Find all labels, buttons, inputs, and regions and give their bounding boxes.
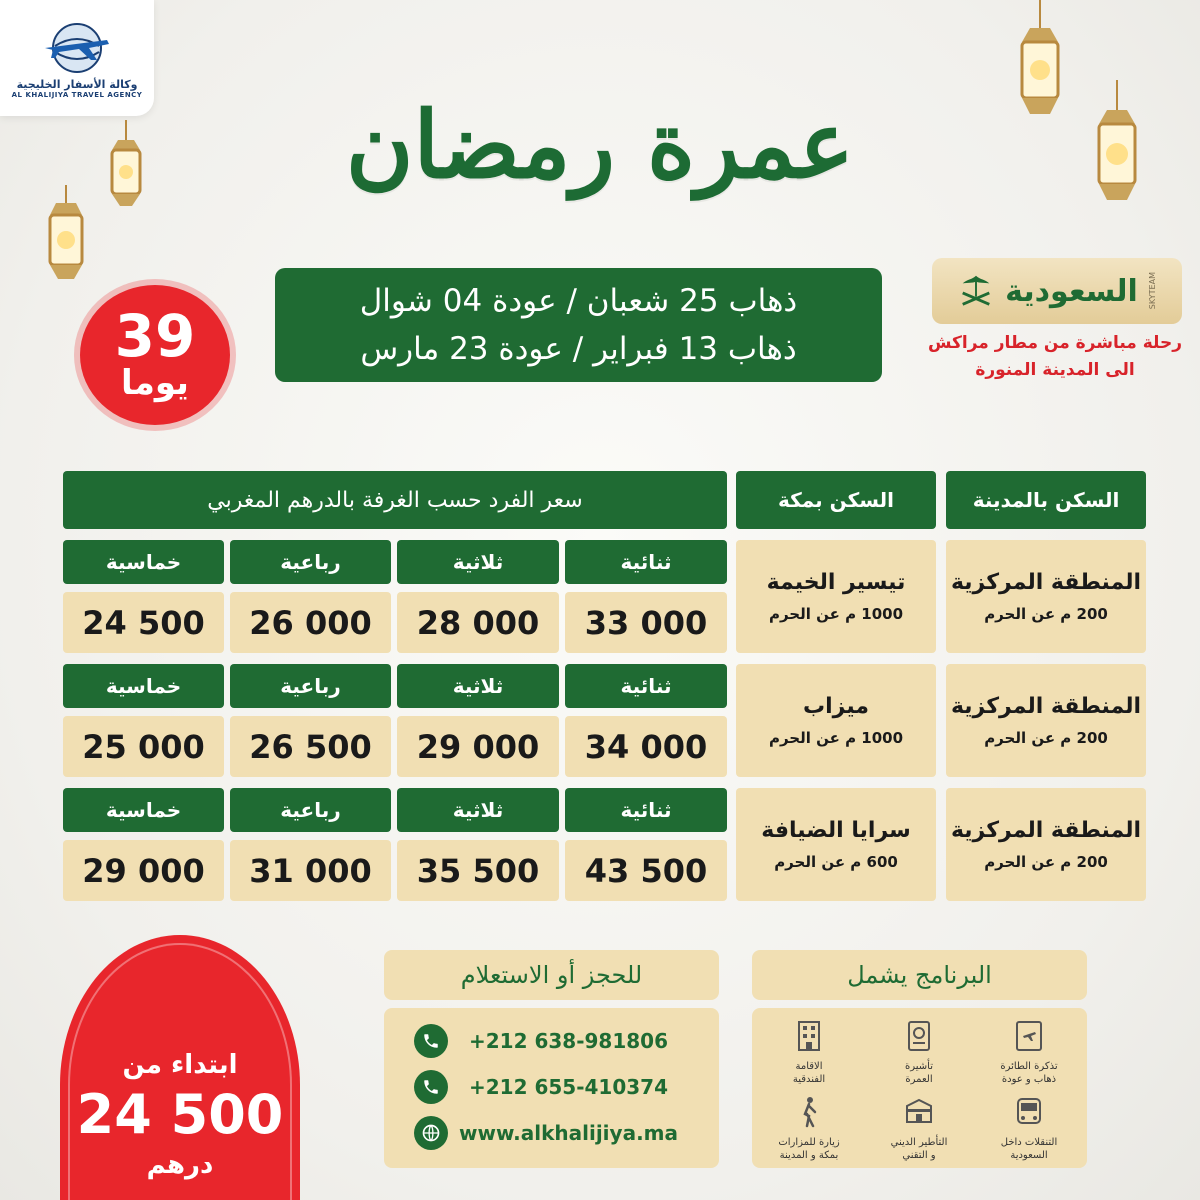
page-title: عمرة رمضان: [345, 91, 855, 199]
header-makkah: السكن بمكة: [736, 471, 936, 529]
skyteam-label: SKYTEAM: [1147, 272, 1157, 310]
include-item: [874, 1094, 964, 1162]
kaaba-icon: [901, 1094, 937, 1130]
madinah-hotel-distance: 200 م عن الحرم: [984, 729, 1108, 747]
starting-price-label: ابتداء من: [122, 1049, 238, 1080]
flight-info-line2: الى المدينة المنورة: [975, 360, 1135, 381]
makkah-hotel-cell: [736, 664, 936, 777]
makkah-hotel-name: سرايا الضيافة: [761, 818, 911, 843]
include-text-line1: الاقامة: [795, 1061, 823, 1072]
include-item: [984, 1094, 1074, 1162]
flight-info: [910, 330, 1200, 384]
contact-title: للحجز أو الاستعلام: [384, 950, 719, 1000]
header-madinah: السكن بالمدينة: [946, 471, 1146, 529]
duration-number: 39: [114, 302, 196, 371]
contact-website-row[interactable]: [414, 1116, 689, 1150]
madinah-hotel-name: المنطقة المركزية: [950, 570, 1142, 595]
madinah-hotel-name: المنطقة المركزية: [950, 818, 1142, 843]
lantern-icon: [38, 185, 94, 295]
price-cell: 31 000: [230, 840, 391, 901]
include-text-line2: العمرة: [905, 1074, 933, 1085]
price-cell: 34 000: [565, 716, 727, 777]
contact-panel: [384, 1008, 719, 1168]
makkah-hotel-cell: [736, 788, 936, 901]
flight-info-line1: رحلة مباشرة من مطار مراكش: [927, 333, 1183, 353]
madinah-hotel-cell: [946, 664, 1146, 777]
price-cell: 26 500: [230, 716, 391, 777]
include-text-line2: الفندقية: [792, 1074, 826, 1085]
price-cell: 43 500: [565, 840, 727, 901]
include-text-line2: و التقني: [902, 1150, 936, 1161]
room-type-quint: خماسية: [63, 788, 224, 832]
room-type-triple: ثلاثية: [397, 540, 559, 584]
price-cell: 33 000: [565, 592, 727, 653]
contact-phone2[interactable]: +212 655-410374: [468, 1075, 668, 1099]
walking-icon: [791, 1094, 827, 1130]
duration-label: يوما: [121, 363, 189, 404]
include-item: [764, 1094, 854, 1162]
madinah-hotel-cell: [946, 540, 1146, 653]
contact-website[interactable]: www.alkhalijiya.ma: [458, 1121, 679, 1145]
airline-name: السعودية: [1005, 273, 1138, 309]
room-type-quint: خماسية: [63, 540, 224, 584]
contact-phone2-row[interactable]: [414, 1070, 689, 1104]
lantern-icon: [1085, 80, 1149, 220]
plane-ticket-icon: [1011, 1018, 1047, 1054]
include-item: [984, 1018, 1074, 1086]
phone-icon: [414, 1070, 448, 1104]
agency-name-en: AL KHALIJIYA TRAVEL AGENCY: [11, 90, 143, 99]
include-text-line1: التأطير الديني: [890, 1137, 948, 1148]
room-type-quad: رباعية: [230, 788, 391, 832]
lantern-icon: [104, 120, 148, 220]
price-cell: 29 000: [397, 716, 559, 777]
dates-hijri: ذهاب 25 شعبان / عودة 04 شوال: [359, 282, 798, 319]
price-cell: 29 000: [63, 840, 224, 901]
duration-badge: [80, 285, 230, 425]
makkah-hotel-distance: 1000 م عن الحرم: [768, 729, 904, 747]
hotel-icon: [791, 1018, 827, 1054]
price-cell: 25 000: [63, 716, 224, 777]
makkah-hotel-distance: 1000 م عن الحرم: [768, 605, 904, 623]
phone-icon: [414, 1024, 448, 1058]
agency-name-ar: وكالة الأسفار الخليجية: [16, 77, 138, 91]
makkah-hotel-cell: [736, 540, 936, 653]
header-price: سعر الفرد حسب الغرفة بالدرهم المغربي: [63, 471, 727, 529]
room-type-double: ثنائية: [565, 788, 727, 832]
visa-icon: [901, 1018, 937, 1054]
include-text-line2: ذهاب و عودة: [1001, 1074, 1057, 1085]
include-text-line1: زيارة للمزارات: [778, 1137, 840, 1148]
madinah-hotel-distance: 200 م عن الحرم: [984, 605, 1108, 623]
globe-icon: [414, 1116, 448, 1150]
room-type-quint: خماسية: [63, 664, 224, 708]
palm-swords-icon: [957, 272, 995, 310]
dates-gregorian: ذهاب 13 فبراير / عودة 23 مارس: [360, 331, 797, 367]
lantern-icon: [1010, 0, 1070, 130]
include-text-line2: بمكة و المدينة: [779, 1150, 839, 1161]
agency-logo: [0, 0, 154, 116]
room-type-double: ثنائية: [565, 664, 727, 708]
price-cell: 35 500: [397, 840, 559, 901]
include-text-line1: تأشيرة: [905, 1061, 933, 1072]
makkah-hotel-distance: 600 م عن الحرم: [774, 853, 898, 871]
makkah-hotel-name: ميزاب: [803, 694, 869, 719]
makkah-hotel-name: تيسير الخيمة: [766, 570, 906, 595]
includes-panel: [752, 1008, 1087, 1168]
madinah-hotel-cell: [946, 788, 1146, 901]
globe-plane-icon: [37, 18, 117, 76]
include-text-line2: السعودية: [1010, 1150, 1048, 1161]
trip-dates: [275, 268, 882, 382]
include-text-line1: التنقلات داخل: [1000, 1137, 1058, 1148]
room-type-triple: ثلاثية: [397, 788, 559, 832]
price-cell: 26 000: [230, 592, 391, 653]
room-type-double: ثنائية: [565, 540, 727, 584]
bus-icon: [1011, 1094, 1047, 1130]
include-item: [874, 1018, 964, 1086]
price-cell: 28 000: [397, 592, 559, 653]
madinah-hotel-name: المنطقة المركزية: [950, 694, 1142, 719]
badge-border: [68, 943, 292, 1200]
room-type-quad: رباعية: [230, 664, 391, 708]
starting-price-amount: 24 500: [76, 1082, 284, 1146]
room-type-triple: ثلاثية: [397, 664, 559, 708]
madinah-hotel-distance: 200 م عن الحرم: [984, 853, 1108, 871]
starting-price-badge: [60, 935, 300, 1200]
price-cell: 24 500: [63, 592, 224, 653]
room-type-quad: رباعية: [230, 540, 391, 584]
contact-phone1[interactable]: +212 638-981806: [468, 1029, 668, 1053]
starting-price-currency: درهم: [146, 1150, 214, 1180]
include-text-line1: تذكرة الطائرة: [1000, 1061, 1058, 1072]
airline-logo: [932, 258, 1182, 324]
contact-phone1-row[interactable]: [414, 1024, 689, 1058]
include-item: [764, 1018, 854, 1086]
includes-title: البرنامج يشمل: [752, 950, 1087, 1000]
